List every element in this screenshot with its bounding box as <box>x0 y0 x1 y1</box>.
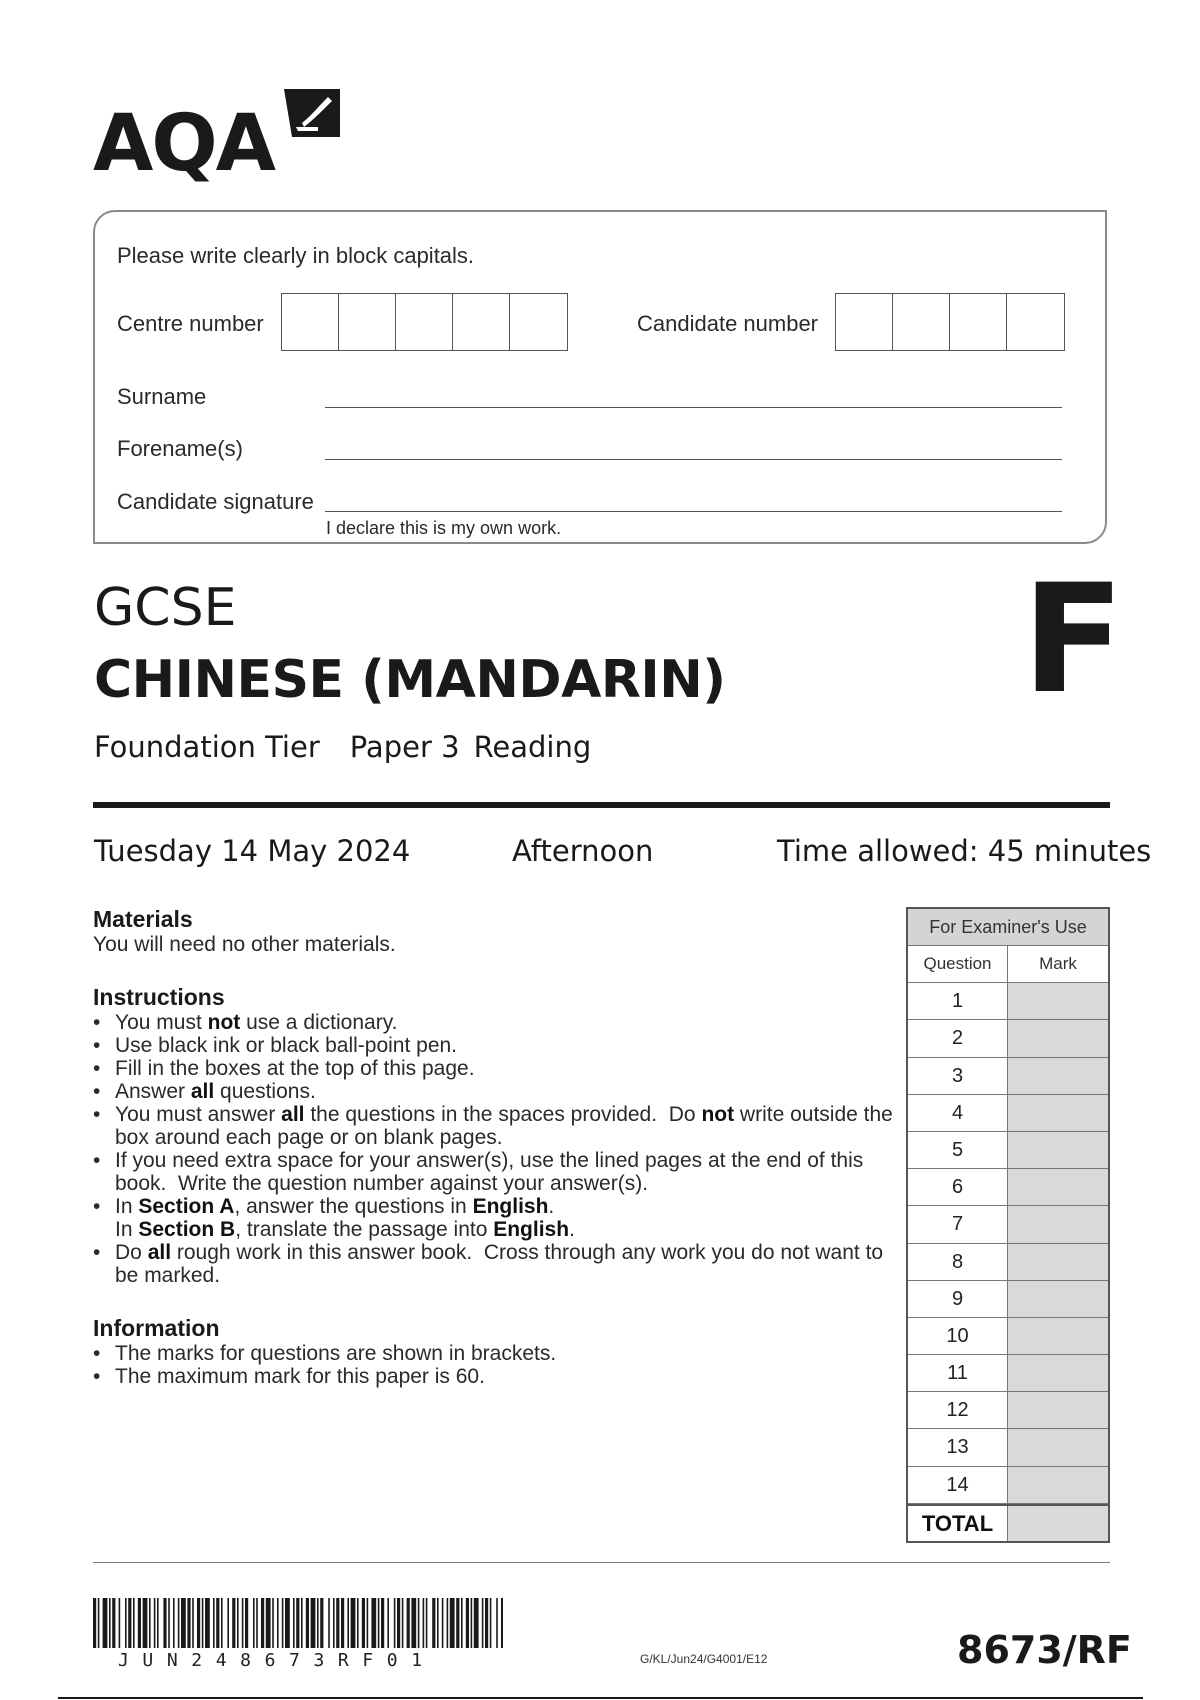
mark-cell <box>1008 1020 1108 1056</box>
barcode-bar <box>432 1598 435 1648</box>
barcode-bar <box>320 1598 323 1648</box>
question-number: 6 <box>908 1169 1008 1205</box>
question-number: 14 <box>908 1467 1008 1503</box>
barcode-bar <box>157 1598 159 1648</box>
barcode-bar <box>296 1598 299 1648</box>
barcode-bar <box>138 1598 141 1648</box>
barcode-bar <box>402 1598 404 1648</box>
table-row <box>908 983 1108 1020</box>
question-number: 4 <box>908 1095 1008 1131</box>
examiner-table-title: For Examiner's Use <box>908 909 1108 946</box>
barcode-bar <box>98 1598 100 1648</box>
barcode-bar <box>378 1598 380 1648</box>
instruction-item: • You must answer all the questions in the spaces provided. Do not write outside the box around each page or on blank pages. <box>93 1103 893 1149</box>
examiner-use-table <box>906 907 1110 1543</box>
divider <box>93 802 1110 808</box>
information-item: • The maximum mark for this paper is 60. <box>93 1365 893 1388</box>
logo-text: AQA <box>93 99 275 189</box>
barcode-bar <box>471 1598 473 1648</box>
total-mark-cell <box>1008 1506 1108 1541</box>
barcode-bar <box>272 1598 274 1648</box>
table-row <box>908 1095 1108 1132</box>
barcode-bar <box>266 1598 271 1648</box>
footer-divider <box>93 1562 1110 1563</box>
table-row <box>908 1355 1108 1392</box>
barcode-bar <box>128 1598 131 1648</box>
barcode-bar <box>306 1598 309 1648</box>
centre-digit-box[interactable] <box>396 294 453 350</box>
instruction-item: • Use black ink or black ball-point pen. <box>93 1034 893 1057</box>
instruction-item: • If you need extra space for your answer(s), use the lined pages at the end of this book. Write the question number against your answer(s). <box>93 1149 893 1195</box>
forenames-label: Forename(s) <box>117 436 243 461</box>
barcode-bar <box>456 1598 459 1648</box>
question-column-header: Question <box>908 946 1008 982</box>
barcode-bar <box>261 1598 264 1648</box>
instruction-item: • You must not use a dictionary. <box>93 1011 893 1034</box>
barcode-bar <box>394 1598 396 1648</box>
table-row <box>908 1058 1108 1095</box>
barcode-bar <box>371 1598 376 1648</box>
barcode-bar <box>474 1598 479 1648</box>
information-list <box>93 1342 893 1388</box>
barcode-bar <box>437 1598 439 1648</box>
document-reference: G/KL/Jun24/G4001/E12 <box>640 1652 768 1666</box>
barcode-bar <box>411 1598 416 1648</box>
question-number: 2 <box>908 1020 1008 1056</box>
table-row <box>908 1206 1108 1243</box>
exam-session: Afternoon <box>512 834 654 868</box>
tier-line <box>94 730 621 764</box>
mark-cell <box>1008 1355 1108 1391</box>
barcode-bar <box>423 1598 425 1648</box>
barcode-bar <box>496 1598 498 1648</box>
barcode-bar <box>285 1598 290 1648</box>
barcode-bar <box>407 1598 410 1648</box>
instruction-item: • In Section A, answer the questions in English. In Section B, translate the passage into English. <box>93 1195 893 1241</box>
barcode-bar <box>482 1598 484 1648</box>
barcode-bar <box>301 1598 303 1648</box>
mark-column-header: Mark <box>1008 946 1108 982</box>
instruction-item: • Answer all questions. <box>93 1080 893 1103</box>
mark-cell <box>1008 1206 1108 1242</box>
subject-title: CHINESE (MANDARIN) <box>94 650 726 710</box>
aqa-logo-mark-icon <box>278 85 348 145</box>
barcode-bar <box>202 1598 204 1648</box>
candidate-number-label: Candidate number <box>637 311 819 336</box>
exam-date: Tuesday 14 May 2024 <box>94 834 411 868</box>
mark-cell <box>1008 1392 1108 1428</box>
barcode-bar <box>216 1598 219 1648</box>
paper-number: Paper 3 <box>349 730 460 764</box>
barcode-bar <box>163 1598 166 1648</box>
barcode-bar <box>485 1598 488 1648</box>
centre-number-label: Centre number <box>117 311 264 336</box>
barcode-bar <box>282 1598 284 1648</box>
forenames-field[interactable] <box>325 459 1062 460</box>
barcode-bar <box>221 1598 223 1648</box>
mark-cell <box>1008 1318 1108 1354</box>
barcode-bar <box>450 1598 455 1648</box>
barcode-text: JUN248673RF01 <box>118 1650 436 1671</box>
page-bottom-rule <box>58 1697 1143 1699</box>
barcode-bar <box>103 1598 108 1648</box>
examiner-table-header-row <box>908 946 1108 983</box>
centre-digit-box[interactable] <box>510 294 567 350</box>
declaration-text: I declare this is my own work. <box>326 518 562 538</box>
instructions-list <box>93 1011 893 1287</box>
surname-field[interactable] <box>325 407 1062 408</box>
barcode-bar <box>245 1598 248 1648</box>
surname-label: Surname <box>117 384 207 409</box>
block-capitals-prompt: Please write clearly in block capitals. <box>117 243 475 268</box>
barcode-bar <box>418 1598 420 1648</box>
barcode-bar <box>490 1598 492 1648</box>
barcode-bar <box>362 1598 365 1648</box>
barcode-bar <box>253 1598 255 1648</box>
barcode-bar <box>501 1598 503 1648</box>
signature-label: Candidate signature <box>117 489 314 514</box>
information-section <box>93 1315 893 1388</box>
barcode-bar <box>461 1598 463 1648</box>
centre-number-field[interactable] <box>281 293 568 351</box>
candidate-digit-box[interactable] <box>893 294 950 350</box>
table-row <box>908 1318 1108 1355</box>
barcode-bar <box>125 1598 127 1648</box>
mark-cell <box>1008 1132 1108 1168</box>
materials-heading: Materials <box>93 906 193 932</box>
barcode-bar <box>256 1598 258 1648</box>
mark-cell <box>1008 1095 1108 1131</box>
barcode-bar <box>347 1598 349 1648</box>
table-row <box>908 1467 1108 1504</box>
materials-section <box>93 906 893 956</box>
barcode-bar <box>154 1598 156 1648</box>
centre-digit-box[interactable] <box>282 294 339 350</box>
paper-code: 8673/RF <box>957 1628 1132 1672</box>
candidate-digit-box[interactable] <box>1007 294 1064 350</box>
barcode-bar <box>109 1598 111 1648</box>
barcode-bar <box>351 1598 356 1648</box>
barcode-bar <box>93 1598 96 1648</box>
tier-name: Foundation Tier <box>94 730 320 764</box>
barcode-bar <box>192 1598 194 1648</box>
instructions-section <box>93 984 893 1287</box>
aqa-logo <box>93 85 363 189</box>
barcode-icon <box>93 1598 503 1648</box>
tier-letter: F <box>1022 553 1125 727</box>
instruction-item: • Fill in the boxes at the top of this page. <box>93 1057 893 1080</box>
mark-cell <box>1008 1058 1108 1094</box>
signature-field[interactable] <box>325 511 1062 512</box>
mark-cell <box>1008 1429 1108 1465</box>
component-name: Reading <box>473 730 592 764</box>
barcode-bar <box>426 1598 428 1648</box>
barcode-bar <box>387 1598 389 1648</box>
materials-text: You will need no other materials. <box>93 933 396 956</box>
candidate-digit-box[interactable] <box>836 294 893 350</box>
table-row <box>908 1429 1108 1466</box>
barcode-bar <box>227 1598 229 1648</box>
barcode-bar <box>357 1598 359 1648</box>
question-number: 12 <box>908 1392 1008 1428</box>
barcode-bar <box>187 1598 190 1648</box>
barcode-bar <box>333 1598 335 1648</box>
question-number: 7 <box>908 1206 1008 1242</box>
barcode-bar <box>293 1598 295 1648</box>
barcode-bar <box>178 1598 180 1648</box>
barcode-bar <box>143 1598 148 1648</box>
mark-cell <box>1008 983 1108 1019</box>
qualification-title: GCSE <box>94 578 237 638</box>
barcode-bar <box>442 1598 444 1648</box>
barcode-bar <box>341 1598 344 1648</box>
centre-digit-box[interactable] <box>339 294 396 350</box>
barcode-bar <box>173 1598 175 1648</box>
barcode-bar <box>277 1598 279 1648</box>
mark-cell <box>1008 1169 1108 1205</box>
barcode-bar <box>181 1598 186 1648</box>
barcode-bar <box>112 1598 115 1648</box>
candidate-digit-box[interactable] <box>950 294 1007 350</box>
information-heading: Information <box>93 1315 220 1341</box>
question-number: 9 <box>908 1281 1008 1317</box>
barcode-bar <box>197 1598 200 1648</box>
barcode-bar <box>232 1598 235 1648</box>
question-number: 3 <box>908 1058 1008 1094</box>
question-number: 10 <box>908 1318 1008 1354</box>
mark-cell <box>1008 1467 1108 1503</box>
barcode-bar <box>119 1598 121 1648</box>
barcode-bar <box>367 1598 369 1648</box>
barcode-bar <box>168 1598 170 1648</box>
table-row <box>908 1244 1108 1281</box>
question-number: 8 <box>908 1244 1008 1280</box>
barcode-bar <box>213 1598 215 1648</box>
mark-cell <box>1008 1244 1108 1280</box>
question-number: 11 <box>908 1355 1008 1391</box>
barcode-bar <box>242 1598 244 1648</box>
question-number: 1 <box>908 983 1008 1019</box>
table-row <box>908 1169 1108 1206</box>
barcode-bar <box>336 1598 339 1648</box>
barcode-bar <box>311 1598 316 1648</box>
barcode-bar <box>397 1598 400 1648</box>
table-row <box>908 1392 1108 1429</box>
question-number: 5 <box>908 1132 1008 1168</box>
barcode-bar <box>317 1598 319 1648</box>
question-number: 13 <box>908 1429 1008 1465</box>
candidate-number-field[interactable] <box>835 293 1065 351</box>
table-row <box>908 1020 1108 1057</box>
barcode-bar <box>328 1598 330 1648</box>
time-allowed: Time allowed: 45 minutes <box>777 834 1152 868</box>
information-item: • The marks for questions are shown in brackets. <box>93 1342 893 1365</box>
barcode-bar <box>149 1598 151 1648</box>
table-row <box>908 1281 1108 1318</box>
instructions-heading: Instructions <box>93 984 225 1010</box>
mark-cell <box>1008 1281 1108 1317</box>
total-label: TOTAL <box>908 1506 1008 1541</box>
barcode-bar <box>466 1598 469 1648</box>
centre-digit-box[interactable] <box>453 294 510 350</box>
total-row <box>908 1504 1108 1541</box>
table-row <box>908 1132 1108 1169</box>
barcode-bar <box>205 1598 210 1648</box>
instruction-item: • Do all rough work in this answer book. Cross through any work you do not want to be marked. <box>93 1241 893 1287</box>
barcode-bar <box>237 1598 239 1648</box>
barcode-bar <box>381 1598 384 1648</box>
barcode-bar <box>133 1598 135 1648</box>
barcode-bar <box>447 1598 449 1648</box>
